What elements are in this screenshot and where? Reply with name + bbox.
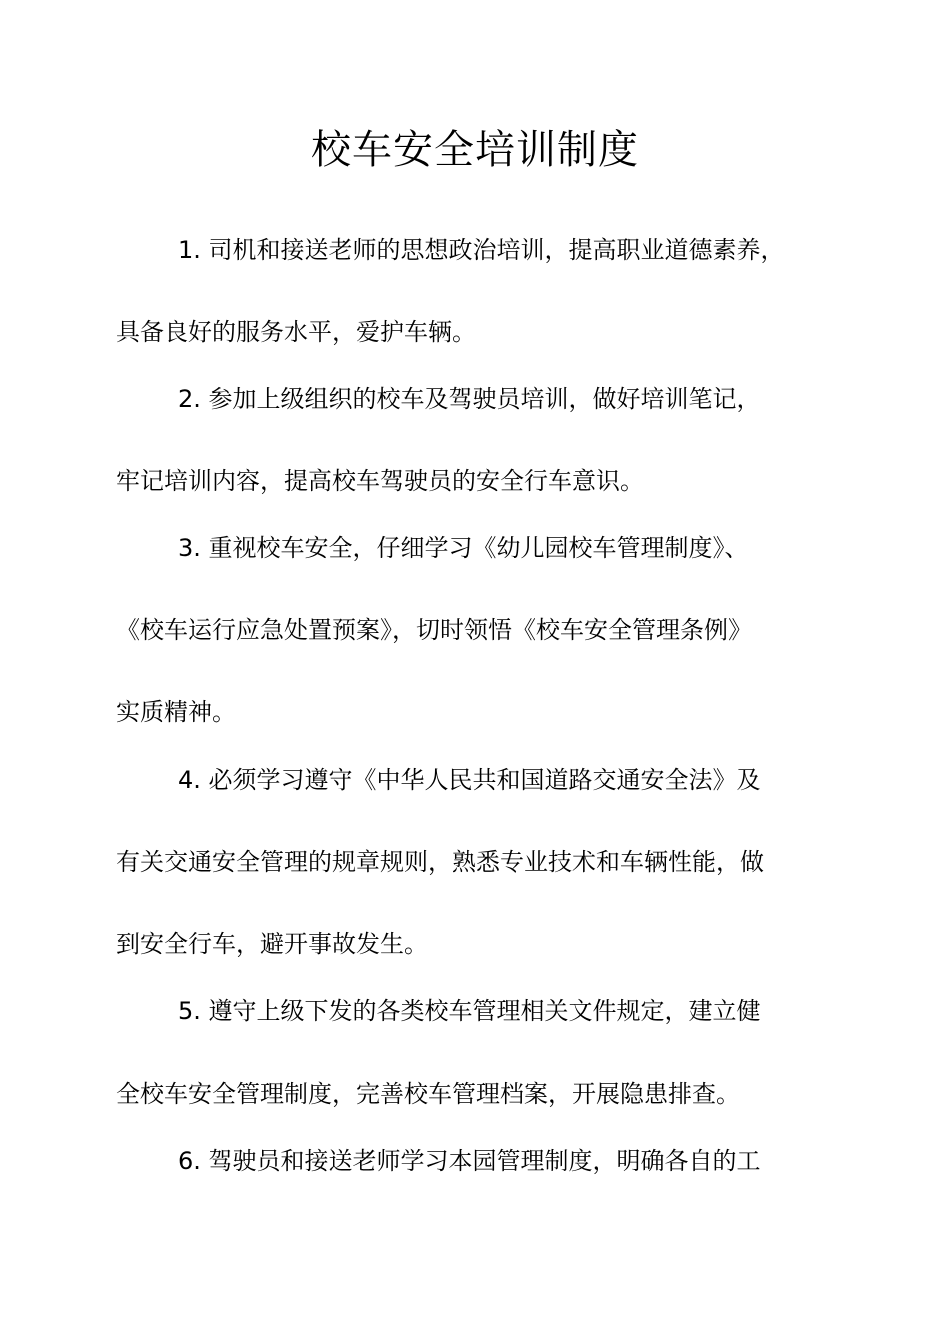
paragraph-4-line-2: 有关交通安全管理的规章规则，熟悉专业技术和车辆性能，做 — [116, 848, 764, 876]
paragraph-2-line-2: 牢记培训内容，提高校车驾驶员的安全行车意识。 — [116, 467, 644, 495]
paragraph-1-line-2: 具备良好的服务水平，爱护车辆。 — [116, 318, 476, 346]
paragraph-2-line-1: 2. 参加上级组织的校车及驾驶员培训，做好培训笔记， — [178, 385, 761, 413]
paragraph-4-line-1: 4. 必须学习遵守《中华人民共和国道路交通安全法》及 — [178, 766, 761, 794]
paragraph-3-line-3: 实质精神。 — [116, 698, 236, 726]
paragraph-4-line-3: 到安全行车，避开事故发生。 — [116, 930, 428, 958]
paragraph-1-line-1: 1. 司机和接送老师的思想政治培训，提高职业道德素养， — [178, 236, 785, 264]
paragraph-6-line-1: 6. 驾驶员和接送老师学习本园管理制度，明确各自的工 — [178, 1147, 761, 1175]
paragraph-5-line-1: 5. 遵守上级下发的各类校车管理相关文件规定，建立健 — [178, 997, 761, 1025]
paragraph-3-line-2: 《校车运行应急处置预案》，切时领悟《校车安全管理条例》 — [116, 616, 752, 644]
document-title: 校车安全培训制度 — [311, 127, 639, 173]
paragraph-3-line-1: 3. 重视校车安全，仔细学习《幼儿园校车管理制度》、 — [178, 534, 749, 562]
paragraph-5-line-2: 全校车安全管理制度，完善校车管理档案，开展隐患排查。 — [116, 1080, 740, 1108]
